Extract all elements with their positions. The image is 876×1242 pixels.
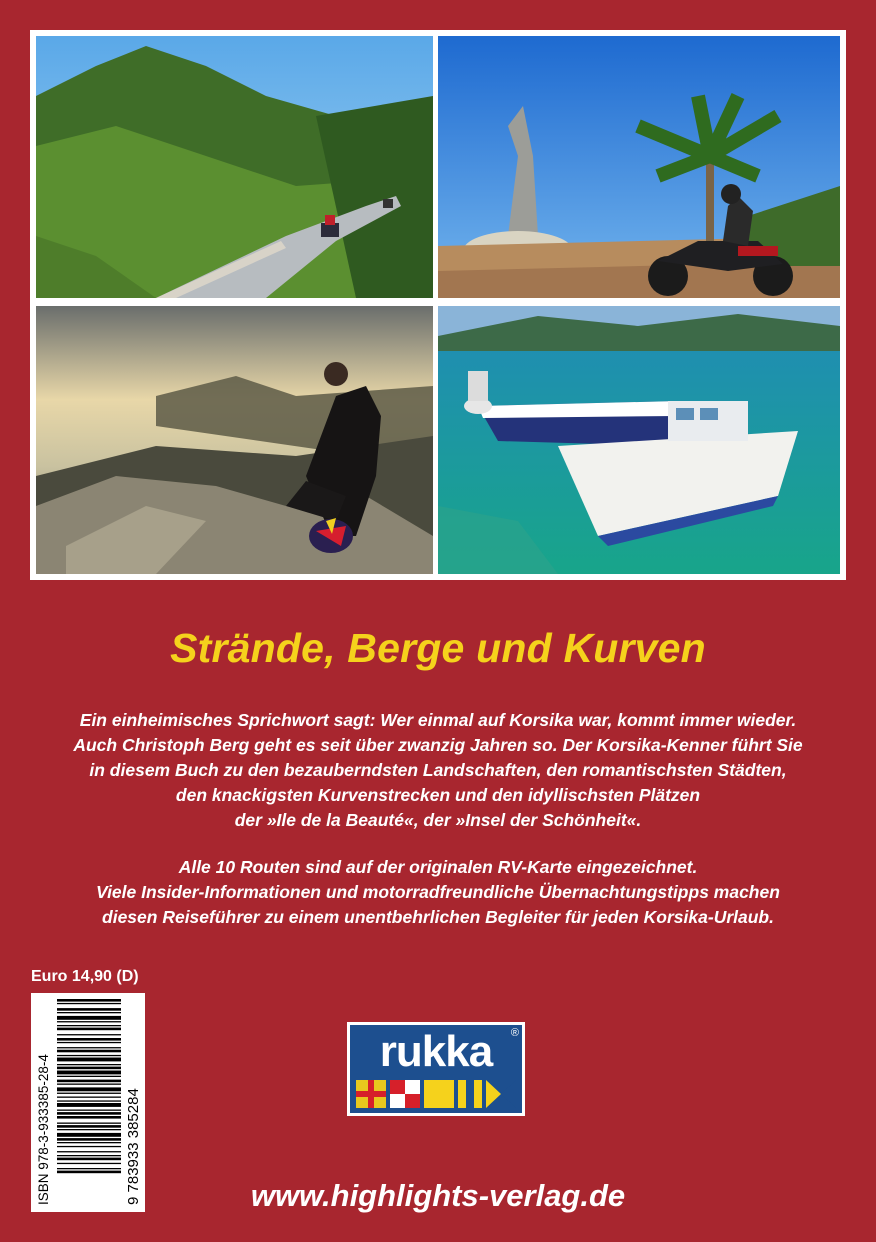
barcode-bar [57, 999, 121, 1002]
barcode-bar [57, 1116, 121, 1119]
paragraph-line: den knackigsten Kurvenstrecken und den idyllischsten Plätzen [175, 785, 701, 805]
barcode-bar [57, 1093, 121, 1094]
barcode-bar [57, 1112, 121, 1115]
barcode-bar [57, 1100, 121, 1101]
barcode-bar [57, 1067, 121, 1070]
barcode-bar [57, 1034, 121, 1035]
paragraph-line: in diesem Buch zu den bezauberndsten Landschaften, den romantischsten Städten, [89, 760, 787, 780]
barcode-bar [57, 1163, 121, 1164]
description-paragraph-1 [20, 708, 856, 833]
barcode-bar [57, 1038, 121, 1041]
barcode-bar [57, 1058, 121, 1062]
barcode-bar [57, 1008, 121, 1011]
barcode-bar [57, 1080, 121, 1083]
paragraph-line: Viele Insider-Informationen und motorradfreundliche Übernachtungstipps machen [96, 882, 780, 902]
paragraph-line: Auch Christoph Berg geht es seit über zwanzig Jahren so. Der Korsika-Kenner führt Sie [73, 735, 803, 755]
price-label: Euro 14,90 (D) [31, 968, 139, 985]
publisher-url[interactable]: www.highlights-verlag.de [250, 1178, 626, 1213]
barcode-bar [57, 1129, 121, 1130]
barcode-bar [57, 1097, 121, 1098]
isbn-text: ISBN 978-3-933385-28-4 [36, 1054, 51, 1205]
paragraph-line: Ein einheimisches Sprichwort sagt: Wer einmal auf Korsika war, kommt immer wieder. [79, 710, 797, 730]
barcode-bar [57, 1084, 121, 1085]
signal-flags-icon [356, 1080, 516, 1108]
paragraph-line: Alle 10 Routen sind auf der originalen RV-Karte eingezeichnet. [178, 857, 698, 877]
photo-palm-motorcycle [438, 36, 840, 298]
barcode-bar [57, 1142, 121, 1143]
photo-mountain-road [36, 36, 433, 298]
photo-collage [30, 30, 846, 580]
rukka-logo [347, 1022, 525, 1116]
barcode-bar [57, 1021, 121, 1022]
barcode-bar [57, 1055, 121, 1056]
barcode-bar [57, 1146, 121, 1147]
barcode-bar [57, 1050, 121, 1053]
barcode-bar [57, 1103, 121, 1107]
barcode-bar [57, 1087, 121, 1091]
barcode-bar [57, 1016, 121, 1020]
barcode-bar [57, 1028, 121, 1031]
barcode-bar [57, 1158, 121, 1161]
rukka-logo-word: rukka [379, 1027, 493, 1076]
barcode-bar [57, 1171, 121, 1174]
photo-rider-sunset [36, 306, 433, 574]
barcode-bar [57, 1138, 121, 1141]
barcode-bar [57, 1151, 121, 1152]
description-paragraph-2 [20, 855, 856, 930]
barcode-digits: 9 783933 385284 [125, 1088, 142, 1205]
headline: Strände, Berge und Kurven [170, 625, 706, 671]
barcode-bar [57, 1133, 121, 1137]
barcode-bar [57, 1110, 121, 1111]
barcode-bar [57, 1071, 121, 1075]
barcode-bar [57, 1003, 121, 1004]
barcode-bar [57, 1012, 121, 1013]
barcode-bar [57, 1076, 121, 1077]
paragraph-line: der »Ile de la Beauté«, der »Insel der Schönheit«. [234, 810, 642, 830]
barcode-bar [57, 1042, 121, 1043]
barcode-bar [57, 1125, 121, 1128]
registered-mark: ® [510, 1027, 519, 1039]
barcode-bar [57, 1123, 121, 1124]
barcode-bar [57, 1047, 121, 1048]
photo-fishing-boats [438, 306, 840, 574]
barcode-bar [57, 1025, 121, 1026]
barcode-bar [57, 1168, 121, 1169]
barcode-bar [57, 1064, 121, 1065]
paragraph-line: diesen Reiseführer zu einem unentbehrlichen Begleiter für jeden Korsika-Urlaub. [102, 907, 774, 927]
barcode-bar [57, 1155, 121, 1156]
